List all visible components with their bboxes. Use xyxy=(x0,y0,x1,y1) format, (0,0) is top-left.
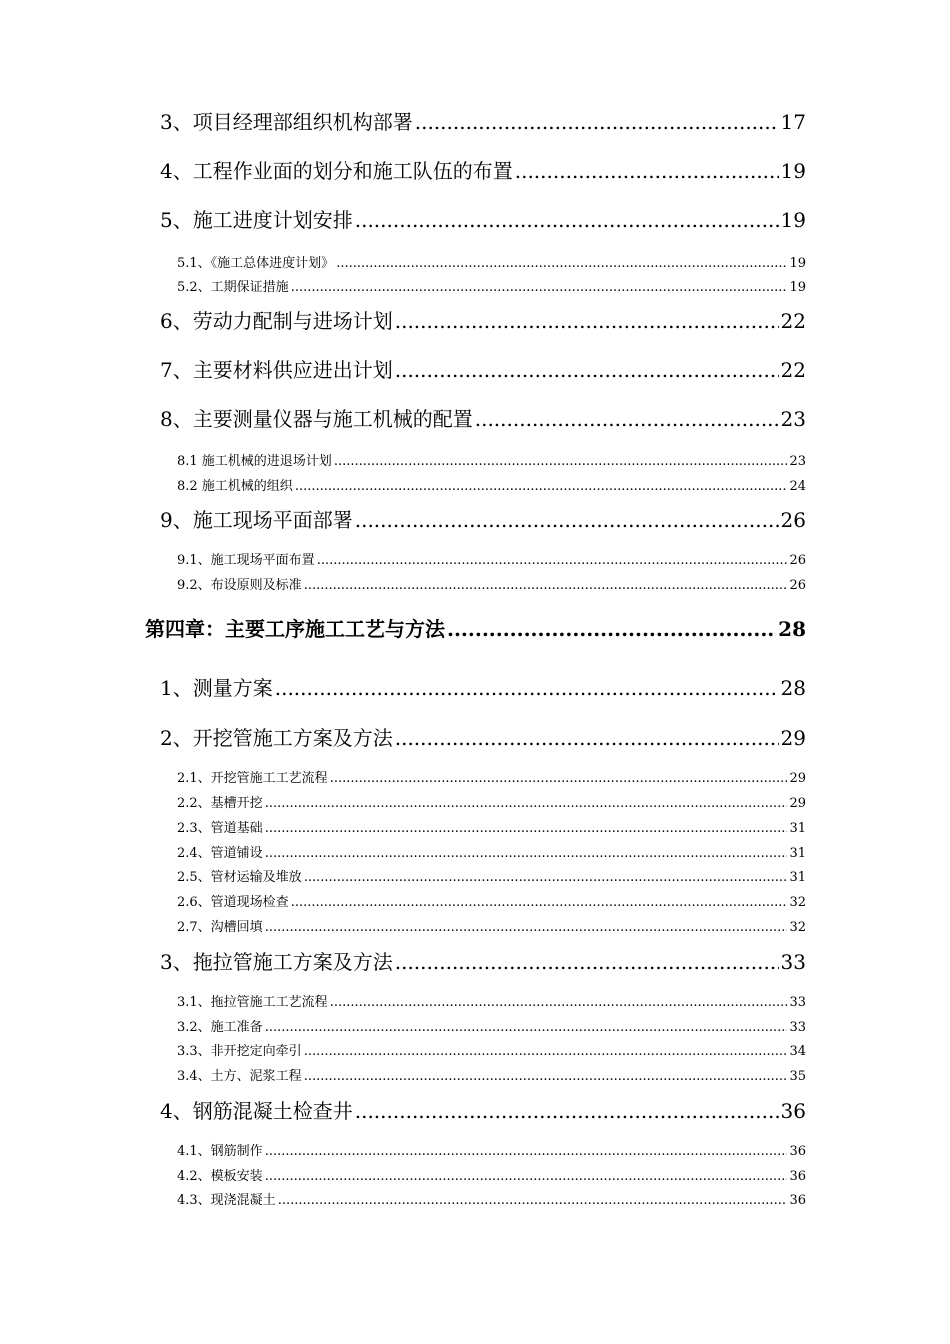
toc-entry-title: 6、劳动力配制与进场计划 xyxy=(160,309,393,333)
toc-subentry[interactable] xyxy=(177,255,806,273)
toc-dot-leader xyxy=(515,157,779,185)
toc-subentry[interactable] xyxy=(177,795,806,813)
toc-dot-leader xyxy=(275,674,779,702)
toc-page-number: 29 xyxy=(789,771,806,786)
toc-dot-leader xyxy=(334,453,788,471)
toc-subentry[interactable] xyxy=(177,894,806,912)
toc-subentry[interactable] xyxy=(177,820,806,838)
toc-entry-title: 8、主要测量仪器与施工机械的配置 xyxy=(160,407,473,431)
toc-page-number: 32 xyxy=(789,920,806,935)
toc-entry-title: 9.1、施工现场平面布置 xyxy=(177,553,315,568)
toc-entry-title: 3.1、拖拉管施工工艺流程 xyxy=(177,995,328,1010)
toc-page-number: 19 xyxy=(789,280,806,295)
toc-dot-leader xyxy=(265,820,788,838)
toc-entry[interactable] xyxy=(160,356,806,384)
toc-page-number: 24 xyxy=(789,479,806,494)
toc-entry-title: 2.6、管道现场检查 xyxy=(177,895,289,910)
toc-dot-leader xyxy=(291,894,788,912)
toc-page-number: 31 xyxy=(789,821,806,836)
toc-dot-leader xyxy=(278,1192,788,1210)
toc-dot-leader xyxy=(415,108,779,136)
toc-entry-title: 3.3、非开挖定向牵引 xyxy=(177,1044,302,1059)
toc-page-number: 34 xyxy=(789,1044,806,1059)
toc-page-number: 32 xyxy=(789,895,806,910)
toc-dot-leader xyxy=(265,795,788,813)
toc-dot-leader xyxy=(355,206,779,234)
toc-chapter-title: 第四章：主要工序施工工艺与方法 xyxy=(145,617,445,641)
toc-dot-leader xyxy=(304,1068,788,1086)
toc-entry-title: 5.1、《施工总体进度计划》 xyxy=(177,256,335,271)
toc-dot-leader xyxy=(395,724,779,752)
toc-entry-title: 2.5、管材运输及堆放 xyxy=(177,870,302,885)
toc-subentry[interactable] xyxy=(177,845,806,863)
toc-page-number: 23 xyxy=(780,407,806,431)
toc-dot-leader xyxy=(295,478,788,496)
toc-entry-title: 9、施工现场平面部署 xyxy=(160,508,353,532)
toc-page-number: 33 xyxy=(780,950,806,974)
toc-subentry[interactable] xyxy=(177,478,806,496)
toc-entry-title: 4、钢筋混凝土检查井 xyxy=(160,1099,353,1123)
toc-page-number: 26 xyxy=(789,578,806,593)
toc-entry-title: 5、施工进度计划安排 xyxy=(160,208,353,232)
toc-entry[interactable] xyxy=(160,108,806,136)
toc-dot-leader xyxy=(265,1168,788,1186)
toc-page-number: 31 xyxy=(789,870,806,885)
toc-entry-title: 5.2、工期保证措施 xyxy=(177,280,289,295)
toc-entry[interactable] xyxy=(160,157,806,185)
toc-dot-leader xyxy=(304,577,788,595)
toc-subentry[interactable] xyxy=(177,1168,806,1186)
toc-entry-title: 2.2、基槽开挖 xyxy=(177,796,263,811)
toc-dot-leader xyxy=(304,1043,788,1061)
toc-entry-title: 4.3、现浇混凝土 xyxy=(177,1193,276,1208)
toc-dot-leader xyxy=(304,869,788,887)
toc-entry-title: 3.2、施工准备 xyxy=(177,1020,263,1035)
toc-page-number: 23 xyxy=(789,454,806,469)
toc-page-number: 29 xyxy=(780,726,806,750)
toc-dot-leader xyxy=(355,1097,779,1125)
toc-page-number: 22 xyxy=(780,309,806,333)
toc-dot-leader xyxy=(447,615,776,643)
toc-page-number: 36 xyxy=(780,1099,806,1123)
toc-entry-title: 2、开挖管施工方案及方法 xyxy=(160,726,393,750)
toc-page-number: 33 xyxy=(789,995,806,1010)
toc-entry[interactable] xyxy=(160,206,806,234)
toc-subentry[interactable] xyxy=(177,869,806,887)
toc-entry-title: 2.3、管道基础 xyxy=(177,821,263,836)
toc-subentry[interactable] xyxy=(177,279,806,297)
toc-page-number: 36 xyxy=(789,1193,806,1208)
toc-subentry[interactable] xyxy=(177,1068,806,1086)
toc-entry-title: 7、主要材料供应进出计划 xyxy=(160,358,393,382)
toc-page-number: 36 xyxy=(789,1169,806,1184)
toc-page-number: 28 xyxy=(780,676,806,700)
toc-dot-leader xyxy=(395,948,779,976)
toc-page-number: 31 xyxy=(789,846,806,861)
toc-page-number: 26 xyxy=(780,508,806,532)
toc-subentry[interactable] xyxy=(177,1192,806,1210)
toc-entry-title: 9.2、布设原则及标准 xyxy=(177,578,302,593)
toc-entry-title: 3.4、土方、泥浆工程 xyxy=(177,1069,302,1084)
toc-entry-title: 4.1、钢筋制作 xyxy=(177,1144,263,1159)
toc-dot-leader xyxy=(265,1019,788,1037)
toc-page-number: 33 xyxy=(789,1020,806,1035)
toc-dot-leader xyxy=(330,994,788,1012)
toc-entry-title: 3、项目经理部组织机构部署 xyxy=(160,110,413,134)
toc-subentry[interactable] xyxy=(177,552,806,570)
toc-entry-title: 2.7、沟槽回填 xyxy=(177,920,263,935)
toc-subentry[interactable] xyxy=(177,919,806,937)
toc-dot-leader xyxy=(291,279,788,297)
toc-entry-title: 4、工程作业面的划分和施工队伍的布置 xyxy=(160,159,513,183)
toc-entry-title: 1、测量方案 xyxy=(160,676,273,700)
toc-entry[interactable] xyxy=(160,405,806,433)
toc-entry-title: 8.1 施工机械的进退场计划 xyxy=(177,454,332,469)
toc-page-number: 17 xyxy=(780,110,806,134)
toc-dot-leader xyxy=(395,356,779,384)
toc-chapter-entry[interactable] xyxy=(145,615,806,643)
toc-entry[interactable] xyxy=(160,674,806,702)
toc-entry[interactable] xyxy=(160,724,806,752)
toc-page-number: 22 xyxy=(780,358,806,382)
toc-dot-leader xyxy=(395,307,779,335)
toc-entry-title: 2.4、管道铺设 xyxy=(177,846,263,861)
toc-page-number: 26 xyxy=(789,553,806,568)
toc-page-number: 28 xyxy=(778,617,806,641)
toc-dot-leader xyxy=(475,405,779,433)
toc-subentry[interactable] xyxy=(177,1043,806,1061)
toc-page-number: 19 xyxy=(780,159,806,183)
toc-subentry[interactable] xyxy=(177,453,806,471)
toc-entry-title: 3、拖拉管施工方案及方法 xyxy=(160,950,393,974)
toc-entry-title: 4.2、模板安装 xyxy=(177,1169,263,1184)
toc-page-number: 19 xyxy=(789,256,806,271)
toc-entry-title: 2.1、开挖管施工工艺流程 xyxy=(177,771,328,786)
toc-dot-leader xyxy=(355,506,779,534)
toc-dot-leader xyxy=(330,770,788,788)
toc-subentry[interactable] xyxy=(177,577,806,595)
toc-subentry[interactable] xyxy=(177,1143,806,1161)
toc-dot-leader xyxy=(265,845,788,863)
toc-page-number: 35 xyxy=(789,1069,806,1084)
toc-dot-leader xyxy=(265,919,788,937)
toc-dot-leader xyxy=(265,1143,788,1161)
toc-entry[interactable] xyxy=(160,948,806,976)
toc-entry-title: 8.2 施工机械的组织 xyxy=(177,479,293,494)
toc-entry[interactable] xyxy=(160,506,806,534)
toc-page-number: 19 xyxy=(780,208,806,232)
toc-subentry[interactable] xyxy=(177,1019,806,1037)
toc-subentry[interactable] xyxy=(177,770,806,788)
toc-entry[interactable] xyxy=(160,1097,806,1125)
toc-page-number: 29 xyxy=(789,796,806,811)
toc-page-number: 36 xyxy=(789,1144,806,1159)
toc-dot-leader xyxy=(317,552,788,570)
toc-entry[interactable] xyxy=(160,307,806,335)
toc-dot-leader xyxy=(336,255,787,273)
toc-subentry[interactable] xyxy=(177,994,806,1012)
